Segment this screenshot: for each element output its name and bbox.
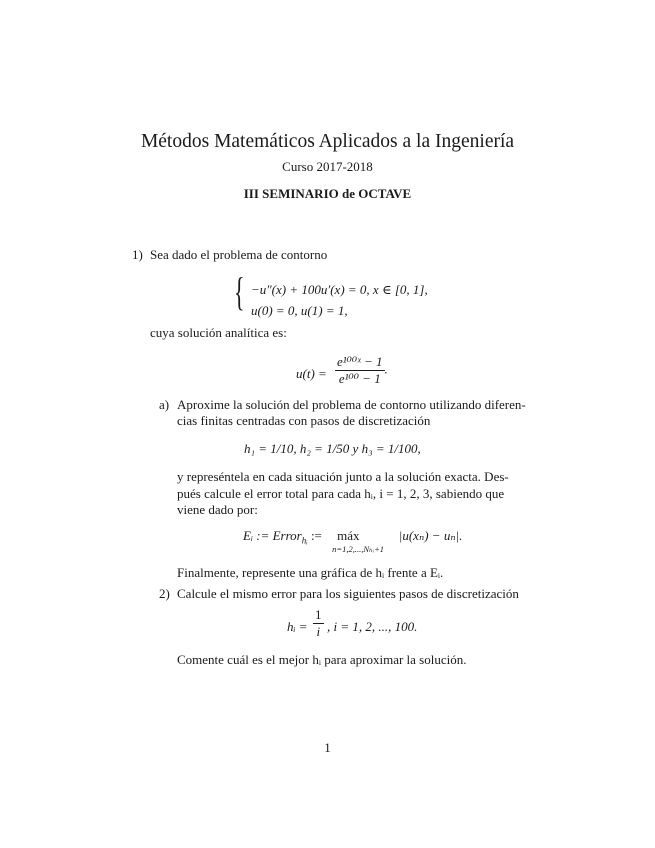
- error-lhs: Eᵢ := Error: [243, 528, 302, 543]
- document-title: Métodos Matemáticos Aplicados a la Ingeniería: [140, 131, 515, 152]
- error-max: máx: [337, 528, 360, 543]
- h-lhs: hᵢ =: [287, 619, 308, 634]
- error-rhs: |u(xₙ) − uₙ|.: [398, 528, 463, 543]
- part-2-comment: Comente cuál es el mejor hᵢ para aproximar la solución.: [177, 652, 467, 667]
- course-year: Curso 2017-2018: [282, 159, 373, 174]
- seminar-title: III SEMINARIO de OCTAVE: [243, 186, 412, 201]
- solution-numerator: e¹⁰⁰ˣ − 1: [337, 354, 383, 369]
- solution-lhs: u(t) =: [296, 366, 327, 381]
- part-a-final: Finalmente, represente una gráfica de hᵢ frente a Eᵢ.: [177, 565, 444, 580]
- h-numerator: 1: [315, 607, 322, 622]
- analytic-intro: cuya solución analítica es:: [150, 325, 287, 340]
- error-range: n=1,2,...,Nₕᵢ+1: [332, 544, 385, 554]
- bvp-boundary-conditions: u(0) = 0, u(1) = 1,: [251, 303, 348, 318]
- h-range: , i = 1, 2, ..., 100.: [327, 619, 418, 634]
- error-subscript: hᵢ: [301, 535, 308, 546]
- solution-period: .: [384, 361, 388, 377]
- bvp-equation: −u″(x) + 100u′(x) = 0, x ∈ [0, 1],: [251, 282, 428, 297]
- system-brace: {: [234, 269, 245, 314]
- part-a-line4: pués calcule el error total para cada hᵢ, i = 1, 2, 3, sabiendo que: [177, 486, 505, 501]
- error-formula: [243, 528, 463, 554]
- part-2-line1: Calcule el mismo error para los siguientes pasos de discretización: [177, 586, 519, 601]
- h-fraction: [313, 607, 324, 640]
- problem-number: 1): [132, 247, 143, 262]
- h-denominator: i: [316, 624, 321, 639]
- solution-denominator: e¹⁰⁰ − 1: [338, 371, 381, 386]
- part-a-line5: viene dado por:: [177, 502, 258, 517]
- part-a-line3: y represéntela en cada situación junto a la solución exacta. Des-: [177, 469, 509, 484]
- part-a-line2: cias finitas centradas con pasos de discretización: [177, 413, 431, 428]
- part-a-label: a): [159, 397, 170, 412]
- solution-fraction: [335, 354, 388, 387]
- step-sizes: h₁ = 1/10, h₂ = 1/50 y h₃ = 1/100,: [244, 441, 421, 456]
- part-2-label: 2): [159, 586, 170, 601]
- error-assign: :=: [310, 528, 322, 543]
- part-a-line1: Aproxime la solución del problema de contorno utilizando diferen-: [177, 397, 526, 412]
- page-number: 1: [324, 740, 331, 755]
- problem-intro: Sea dado el problema de contorno: [150, 247, 328, 262]
